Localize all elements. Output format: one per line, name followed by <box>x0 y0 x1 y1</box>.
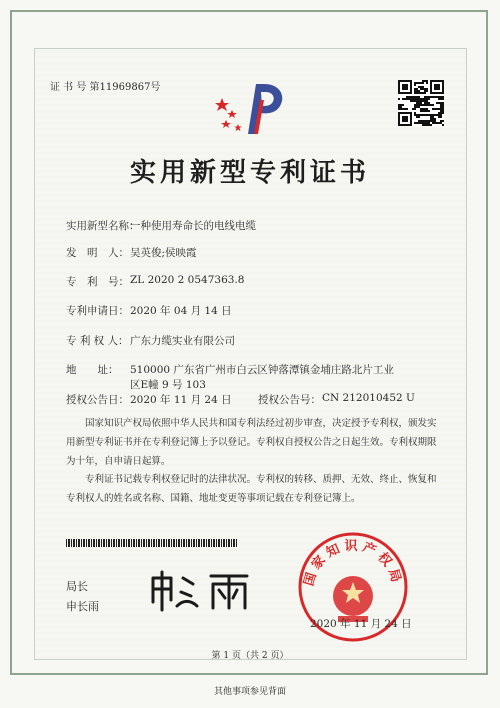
grant-date-value: 2020 年 11 月 24 日 <box>130 394 232 406</box>
application-date-label: 专利申请日： <box>66 305 129 317</box>
statement-paragraph-2: 专利证书记载专利权登记时的法律状况。专利权的转移、质押、无效、终止、恢复和专利权人的姓名或名称、国籍、地址变更等事项记载在专利登记簿上。 <box>66 474 437 504</box>
footer-note: 其他事项参见背面 <box>213 687 286 697</box>
director-name: 申长雨 <box>66 600 99 613</box>
address-line-1: 510000 广东省广州市白云区钟落潭镇金埔庄路北片工业 <box>130 364 394 376</box>
patentee-value: 广东力缆实业有限公司 <box>130 335 235 347</box>
director-signature-icon <box>147 568 257 612</box>
patentee-label: 专 利 权 人： <box>66 335 129 347</box>
grant-number-label: 授权公告号： <box>258 394 321 406</box>
utility-name-label: 实用新型名称： <box>66 220 140 232</box>
application-date-value: 2020 年 04 月 14 日 <box>130 305 232 317</box>
director-title: 局长 <box>66 580 88 593</box>
grant-number-value: CN 212010452 U <box>322 392 415 404</box>
inventor-label: 发 明 人： <box>66 247 129 259</box>
utility-name-value: 一种使用寿命长的电线电缆 <box>130 220 256 232</box>
cnipa-logo-icon <box>214 80 290 136</box>
certificate-number: 证 书 号 第11969867号 <box>50 82 161 93</box>
certificate-title: 实用新型专利证书 <box>129 158 370 188</box>
patent-number-value: ZL 2020 2 0547363.8 <box>130 274 245 286</box>
qr-code-icon <box>398 80 444 126</box>
statement-paragraph-1: 国家知识产权局依照中华人民共和国专利法经过初步审查，决定授予专利权，颁发实用新型专利证书并在专利登记簿上予以登记。专利权自授权公告之日起生效。专利权期限为十年，自申请日起算。 <box>66 418 437 467</box>
address-label: 地 址： <box>66 364 119 376</box>
address-line-2: 区E幢 9 号 103 <box>130 379 206 391</box>
inventor-value: 吴英俊;侯映霞 <box>130 247 197 259</box>
grant-date-label: 授权公告日： <box>66 394 129 406</box>
seal-text: 国家知识产权局 <box>301 539 405 588</box>
page-indicator: 第 1 页（共 2 页） <box>211 651 289 661</box>
patent-number-label: 专 利 号： <box>66 276 129 288</box>
seal-date: 2020 年 11 月 24 日 <box>310 618 412 630</box>
barcode-icon <box>66 539 238 547</box>
